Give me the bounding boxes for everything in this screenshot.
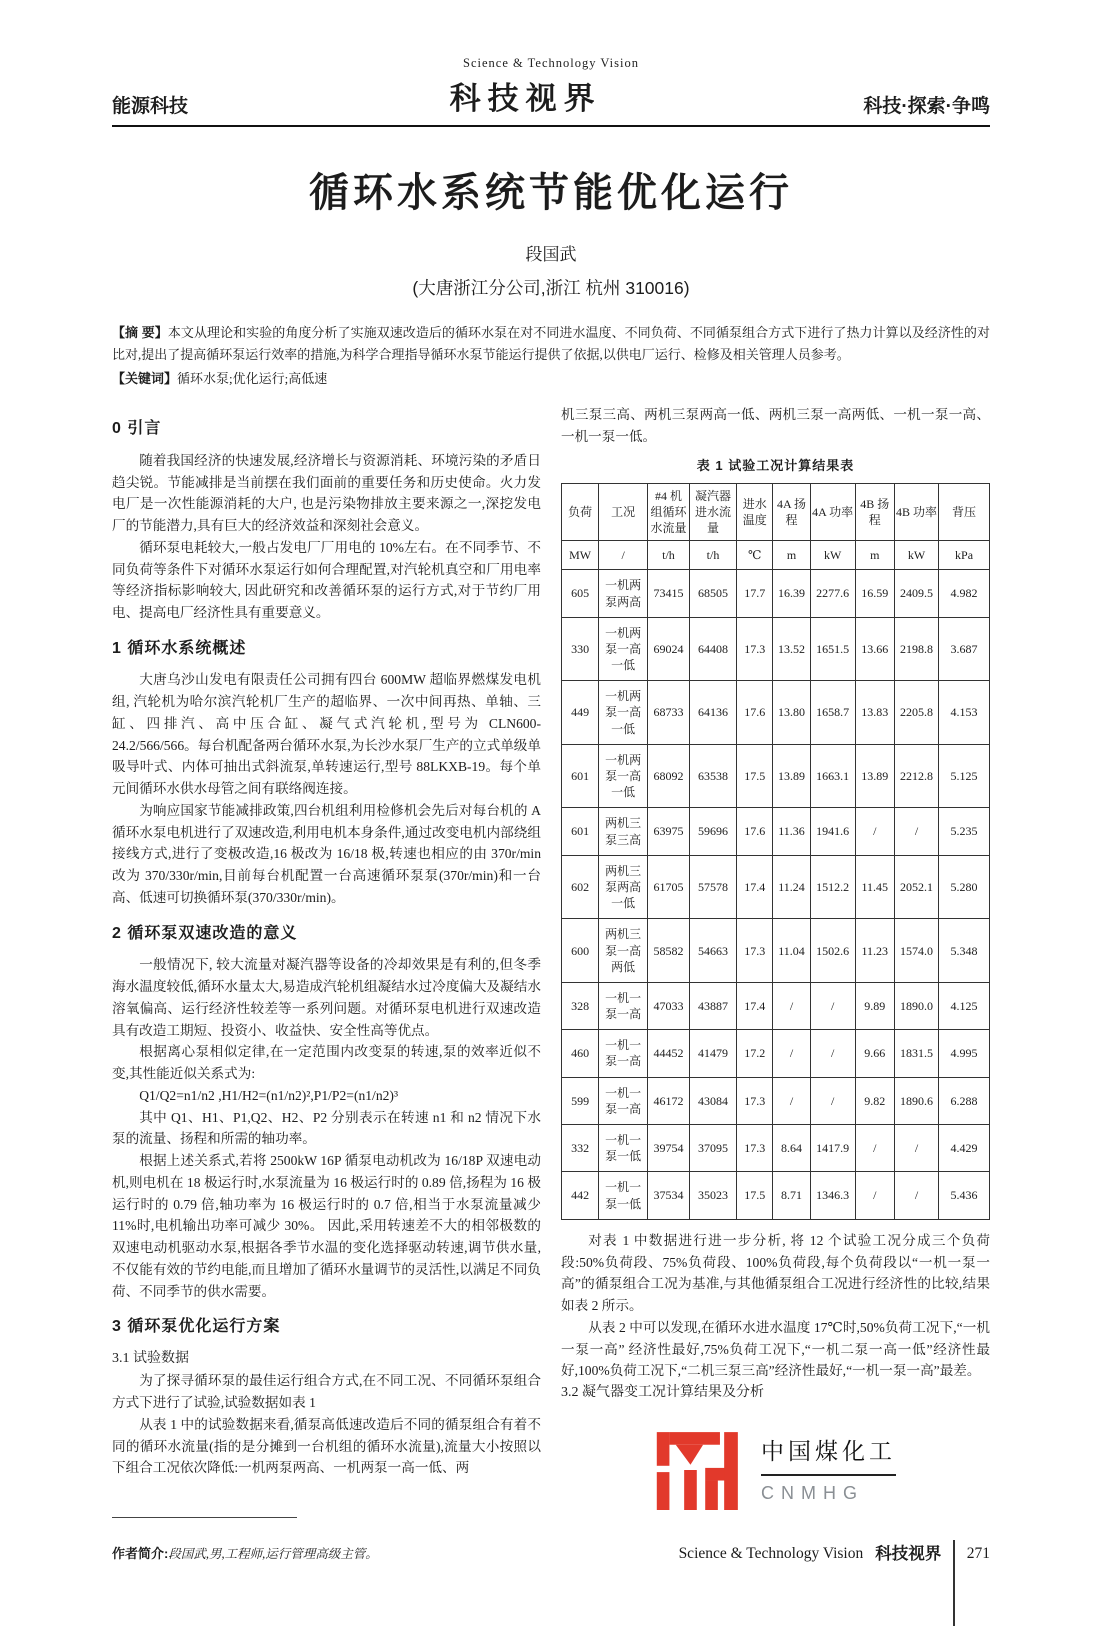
- footnote-rule: [112, 1517, 297, 1518]
- table-cell: 68505: [689, 570, 736, 617]
- table-cell: 332: [562, 1125, 599, 1172]
- table-cell: 59696: [689, 808, 736, 855]
- table-cell: 64408: [689, 617, 736, 681]
- table-cell: 61705: [648, 855, 690, 919]
- table-caption: 表 1 试验工况计算结果表: [696, 457, 855, 473]
- table-cell: 17.6: [737, 808, 773, 855]
- table-cell: 57578: [689, 855, 736, 919]
- table-cell: 601: [562, 808, 599, 855]
- table-row: [562, 617, 990, 681]
- article-title: 循环水系统节能优化运行: [309, 170, 793, 215]
- table-cell: /: [773, 982, 810, 1029]
- paragraph: 一般情况下, 较大流量对凝汽器等设备的冷却效果是有利的,但冬季海水温度较低,循环水量太大,易造成汽轮机组凝结水过冷度偏大及凝结水溶氧偏高、运行经济性较差等一系列问题。对循环泵电机进行双速改造具有改造工期短、投资小、收益快、安全性高等优点。: [112, 957, 541, 1038]
- table-cell: MW: [562, 541, 599, 570]
- table-cell: 600: [562, 919, 599, 983]
- table-cell: /: [894, 1172, 938, 1219]
- table-cell: t/h: [648, 541, 690, 570]
- table-cell: 4A 扬程: [773, 483, 810, 541]
- paragraph: 根据离心泵相似定律,在一定范围内改变泵的转速,泵的效率近似不变,其性能近似关系式为:: [112, 1044, 541, 1082]
- table-cell: 1663.1: [810, 744, 855, 808]
- table-cell: 9.66: [855, 1030, 894, 1077]
- table-row: [562, 919, 990, 983]
- table-cell: 1502.6: [810, 919, 855, 983]
- subsection-heading-32: 3.2 凝气器变工况计算结果及分析: [561, 1385, 764, 1401]
- table-cell: kW: [894, 541, 938, 570]
- body-columns: [112, 404, 990, 1626]
- table-row: [562, 808, 990, 855]
- table-cell: 13.80: [773, 681, 810, 745]
- table-cell: 4B 扬程: [855, 483, 894, 541]
- table-cell: 17.2: [737, 1030, 773, 1077]
- table-cell: /: [855, 808, 894, 855]
- table-cell: 17.7: [737, 570, 773, 617]
- logo-text: [761, 1433, 896, 1508]
- table-cell: kW: [810, 541, 855, 570]
- journal-name-en: Science & Technology Vision: [463, 56, 639, 70]
- table-cell: 6.288: [939, 1077, 990, 1124]
- table-row: [562, 541, 990, 570]
- table-cell: 8.71: [773, 1172, 810, 1219]
- keywords: [112, 368, 990, 390]
- table-cell: 13.83: [855, 681, 894, 745]
- table-cell: 1574.0: [894, 919, 938, 983]
- table-cell: 58582: [648, 919, 690, 983]
- table-row: [562, 483, 990, 541]
- table-cell: 17.3: [737, 919, 773, 983]
- table-cell: 330: [562, 617, 599, 681]
- table-cell: 4A 功率: [810, 483, 855, 541]
- table-cell: 2212.8: [894, 744, 938, 808]
- table-cell: 2198.8: [894, 617, 938, 681]
- footer-journal-cn: 科技视界: [875, 1545, 942, 1564]
- table-cell: 46172: [648, 1077, 690, 1124]
- subsection-heading-31: 3.1 试验数据: [112, 1350, 189, 1366]
- affiliation: (大唐浙江分公司,浙江 杭州 310016): [412, 278, 690, 298]
- table-row: [562, 1030, 990, 1077]
- table-cell: 17.5: [737, 1172, 773, 1219]
- table-row: [562, 570, 990, 617]
- table-cell: #4 机组循环水流量: [648, 483, 690, 541]
- table-cell: 凝汽器进水流量: [689, 483, 736, 541]
- table-cell: 8.64: [773, 1125, 810, 1172]
- table-cell: 5.436: [939, 1172, 990, 1219]
- paragraph: 根据上述关系式,若将 2500kW 16P 循泵电动机改为 16/18P 双速电动机,则电机在 18 极运行时,水泵流量为 16 极运行时的 0.89 倍,扬程为 16 极运行时的 0.79 倍,轴功率为 16 极运行时的 0.7 倍,相当于水泵流量减少 11%时,电机输出功率可减少 30%。 因此,采用转速差不大的相邻极数的双速电动机驱动水泵,根据各季节水温的变化选择驱动转速,调节供水量,不仅能有效的节约电能,而且增加了循环水量调节的灵活性,以满足不同负荷、不同季节的供水需要。: [112, 1153, 541, 1299]
- paragraph: 其中 Q1、H1、P1,Q2、H2、P2 分别表示在转速 n1 和 n2 情况下水泵的流量、扬程和所需的轴功率。: [112, 1109, 541, 1147]
- table-cell: 602: [562, 855, 599, 919]
- table-cell: 442: [562, 1172, 599, 1219]
- author-bio-block: [112, 1517, 541, 1565]
- footer-divider: [953, 1540, 955, 1626]
- header-column-label: 能源科技: [112, 96, 189, 117]
- table-cell: 一机两泵一高一低: [599, 617, 648, 681]
- table-cell: 3.687: [939, 617, 990, 681]
- table-cell: 一机一泵一高: [599, 1030, 648, 1077]
- section-heading-0: 0 引言: [112, 420, 162, 438]
- paragraph: 机三泵三高、两机三泵两高一低、两机三泵一高两低、一机一泵一高、一机一泵一低。: [561, 407, 990, 445]
- table-cell: 1890.0: [894, 982, 938, 1029]
- table-cell: 2277.6: [810, 570, 855, 617]
- table-cell: 64136: [689, 681, 736, 745]
- table-cell: 605: [562, 570, 599, 617]
- abstract-label: 【摘 要】: [112, 325, 168, 340]
- table-cell: 16.59: [855, 570, 894, 617]
- table-cell: 进水温度: [737, 483, 773, 541]
- table-cell: 一机两泵两高: [599, 570, 648, 617]
- table-cell: 工况: [599, 483, 648, 541]
- table-cell: 4B 功率: [894, 483, 938, 541]
- table-cell: 11.36: [773, 808, 810, 855]
- journal-header: [112, 56, 990, 127]
- table-cell: 2205.8: [894, 681, 938, 745]
- table-cell: 43887: [689, 982, 736, 1029]
- table-cell: kPa: [939, 541, 990, 570]
- table-cell: 一机两泵一高一低: [599, 744, 648, 808]
- table-cell: 37095: [689, 1125, 736, 1172]
- table-cell: 4.153: [939, 681, 990, 745]
- table-cell: 41479: [689, 1030, 736, 1077]
- table-cell: 68733: [648, 681, 690, 745]
- table-cell: 一机一泵一高: [599, 1077, 648, 1124]
- table-cell: 460: [562, 1030, 599, 1077]
- table-cell: 两机三泵两高一低: [599, 855, 648, 919]
- table-cell: /: [855, 1172, 894, 1219]
- table-cell: 13.89: [855, 744, 894, 808]
- table-cell: 44452: [648, 1030, 690, 1077]
- cnmhg-logo: [561, 1430, 990, 1510]
- paragraph: 从表 1 中的试验数据来看,循泵高低速改造后不同的循泵组合有着不同的循环水流量(指的是分摊到一台机组的循环水流量),流量大小按照以下组合工况依次降低:一机两泵两高、一机两泵一高一低、两: [112, 1416, 541, 1476]
- paragraph: 为响应国家节能减排政策,四台机组利用检修机会先后对每台机的 A 循环水泵电机进行了双速改造,利用电机本身条件,通过改变电机内部绕组接线方式,进行了变极改造,16 极改为 16/18 极,转速也相应的由 370r/min 改为 370/330r/min,目前每台机配置一台高速循环泵泵(370r/min)和一台高、低速可切换循环泵(370/330r/min)。: [112, 802, 541, 905]
- table-cell: 一机一泵一低: [599, 1125, 648, 1172]
- table-cell: 17.3: [737, 1077, 773, 1124]
- table-row: [562, 982, 990, 1029]
- abstract: [112, 322, 990, 366]
- table-cell: 11.23: [855, 919, 894, 983]
- left-column: [112, 404, 541, 1626]
- table-cell: 599: [562, 1077, 599, 1124]
- table-row: [562, 1172, 990, 1219]
- section-heading-1: 1 循环水系统概述: [112, 639, 247, 657]
- formula: Q1/Q2=n1/n2 ,H1/H2=(n1/n2)²,P1/P2=(n1/n2)³: [139, 1087, 399, 1103]
- cnmhg-logo-icon: [655, 1430, 747, 1510]
- table-cell: t/h: [689, 541, 736, 570]
- table-cell: 17.5: [737, 744, 773, 808]
- right-column: [561, 404, 990, 1626]
- table-cell: 11.45: [855, 855, 894, 919]
- author-bio: [112, 1544, 541, 1565]
- table-cell: 一机一泵一高: [599, 982, 648, 1029]
- table-cell: 17.3: [737, 617, 773, 681]
- table-cell: /: [810, 1077, 855, 1124]
- keywords-label: 【关键词】: [112, 371, 178, 387]
- table-cell: ℃: [737, 541, 773, 570]
- table-cell: 1941.6: [810, 808, 855, 855]
- author-name: 段国武: [525, 245, 577, 264]
- table-cell: /: [894, 808, 938, 855]
- table-cell: 背压: [939, 483, 990, 541]
- table-cell: /: [773, 1077, 810, 1124]
- paragraph: 对表 1 中数据进行进一步分析, 将 12 个试验工况分成三个负荷段:50%负荷段、75%负荷段、100%负荷段,每个负荷段以“一机一泵一高”的循泵组合工况为基准,与其他循泵组合工况进行经济性的比较,结果如表 2 所示。: [561, 1232, 990, 1314]
- table-cell: 5.125: [939, 744, 990, 808]
- table-cell: /: [599, 541, 648, 570]
- table-cell: 1651.5: [810, 617, 855, 681]
- author-bio-label: 作者简介:: [112, 1546, 169, 1562]
- table-cell: 73415: [648, 570, 690, 617]
- table-cell: 2052.1: [894, 855, 938, 919]
- table-cell: 5.280: [939, 855, 990, 919]
- table-cell: 两机三泵三高: [599, 808, 648, 855]
- table-cell: 4.982: [939, 570, 990, 617]
- table-row: [562, 744, 990, 808]
- table-cell: 63538: [689, 744, 736, 808]
- table-cell: 13.66: [855, 617, 894, 681]
- results-table: [561, 483, 990, 1220]
- table-cell: 9.89: [855, 982, 894, 1029]
- table-row: [562, 1125, 990, 1172]
- header-section-label: 科技·探索·争鸣: [863, 96, 990, 117]
- page-number: 271: [966, 1545, 990, 1563]
- table-row: [562, 1077, 990, 1124]
- table-row: [562, 681, 990, 745]
- journal-name-cn: 科技视界: [449, 81, 602, 116]
- table-row: [562, 855, 990, 919]
- table-cell: 17.6: [737, 681, 773, 745]
- table-cell: /: [773, 1030, 810, 1077]
- table-cell: 两机三泵一高两低: [599, 919, 648, 983]
- footer-journal-en: Science & Technology Vision: [678, 1545, 864, 1563]
- table-cell: 4.995: [939, 1030, 990, 1077]
- table-cell: 16.39: [773, 570, 810, 617]
- table-cell: 1890.6: [894, 1077, 938, 1124]
- table-cell: 43084: [689, 1077, 736, 1124]
- table-cell: 601: [562, 744, 599, 808]
- table-cell: 9.82: [855, 1077, 894, 1124]
- table-cell: 1417.9: [810, 1125, 855, 1172]
- table-cell: 1658.7: [810, 681, 855, 745]
- table-cell: 负荷: [562, 483, 599, 541]
- table-cell: 68092: [648, 744, 690, 808]
- author-bio-text: 段国武,男,工程师,运行管理高级主管。: [168, 1547, 378, 1562]
- table-cell: 11.04: [773, 919, 810, 983]
- table-cell: 54663: [689, 919, 736, 983]
- table-cell: 1346.3: [810, 1172, 855, 1219]
- logo-cn-label: 中国煤化工: [761, 1433, 896, 1476]
- table-cell: /: [894, 1125, 938, 1172]
- table-cell: m: [773, 541, 810, 570]
- paragraph: 随着我国经济的快速发展,经济增长与资源消耗、环境污染的矛盾日趋尖锐。节能减排是当前摆在我们面前的重要任务和历史使命。火力发电厂是一次性能源消耗的大户, 也是污染物排放主要来源之一,深挖发电厂的节能潜力,具有巨大的经济效益和深刻社会意义。: [112, 452, 541, 534]
- table-cell: 2409.5: [894, 570, 938, 617]
- table-cell: 11.24: [773, 855, 810, 919]
- page-footer: [561, 1540, 990, 1626]
- table-cell: 17.4: [737, 855, 773, 919]
- table-cell: 4.429: [939, 1125, 990, 1172]
- table-cell: 一机两泵一高一低: [599, 681, 648, 745]
- table-cell: 4.125: [939, 982, 990, 1029]
- table-cell: 35023: [689, 1172, 736, 1219]
- table-cell: 39754: [648, 1125, 690, 1172]
- table-cell: 5.235: [939, 808, 990, 855]
- section-heading-2: 2 循环泵双速改造的意义: [112, 924, 298, 942]
- table-cell: 一机一泵一低: [599, 1172, 648, 1219]
- table-cell: 328: [562, 982, 599, 1029]
- table-cell: 37534: [648, 1172, 690, 1219]
- table-cell: 69024: [648, 617, 690, 681]
- keywords-text: 循环水泵;优化运行;高低速: [177, 371, 328, 387]
- paragraph: 为了探寻循环泵的最佳运行组合方式,在不同工况、不同循环泵组合方式下进行了试验,试验数据如表 1: [112, 1373, 541, 1411]
- table-cell: 449: [562, 681, 599, 745]
- table-cell: /: [855, 1125, 894, 1172]
- table-cell: m: [855, 541, 894, 570]
- paragraph: 循环泵电耗较大,一般占发电厂厂用电的 10%左右。在不同季节、不同负荷等条件下对循环水泵运行如何合理配置,对汽轮机真空和厂用电率等经济指标影响较大, 因此研究和改善循环泵的运行方式,对于节约厂用电、提高电厂经济性具有重要意义。: [112, 539, 541, 621]
- table-cell: /: [810, 1030, 855, 1077]
- paragraph: 从表 2 中可以发现,在循环水进水温度 17℃时,50%负荷工况下,“一机一泵一高” 经济性最好,75%负荷工况下,“一机二泵一高一低”经济性最好,100%负荷工况下,“二机三泵三高”经济性最好,“一机一泵一高”最差。: [561, 1319, 990, 1379]
- journal-header-row: [112, 73, 990, 118]
- table-cell: 5.348: [939, 919, 990, 983]
- logo-en-label: CNMHG: [761, 1482, 864, 1503]
- table-cell: 1512.2: [810, 855, 855, 919]
- section-heading-3: 3 循环泵优化运行方案: [112, 1318, 281, 1336]
- table-cell: 13.52: [773, 617, 810, 681]
- paragraph: 大唐乌沙山发电有限责任公司拥有四台 600MW 超临界燃煤发电机组, 汽轮机为哈尔滨汽轮机厂生产的超临界、一次中间再热、单轴、三缸、四排汽、高中压合缸、凝气式汽轮机,型号为 CLN600-24.2/566/566。每台机配备两台循环水泵,为长沙水泵厂生产的立式单级单吸导叶式、内体可抽出式斜流泵,单转速运行,型号 88LKXB-19。每个单元间循环水供水母管之间有联络阀连接。: [112, 672, 541, 797]
- table-cell: 63975: [648, 808, 690, 855]
- header-rule: [112, 125, 990, 127]
- table-cell: 17.3: [737, 1125, 773, 1172]
- table-cell: 1831.5: [894, 1030, 938, 1077]
- table-cell: 13.89: [773, 744, 810, 808]
- table-cell: 17.4: [737, 982, 773, 1029]
- abstract-text: 本文从理论和实验的角度分析了实施双速改造后的循环水泵在对不同进水温度、不同负荷、不同循泵组合方式下进行了热力计算以及经济性的对比对,提出了提高循环泵运行效率的措施,为科学合理指导循环水泵节能运行提供了依据,以供电厂运行、检修及相关管理人员参考。: [112, 325, 990, 363]
- table-cell: /: [810, 982, 855, 1029]
- table-cell: 47033: [648, 982, 690, 1029]
